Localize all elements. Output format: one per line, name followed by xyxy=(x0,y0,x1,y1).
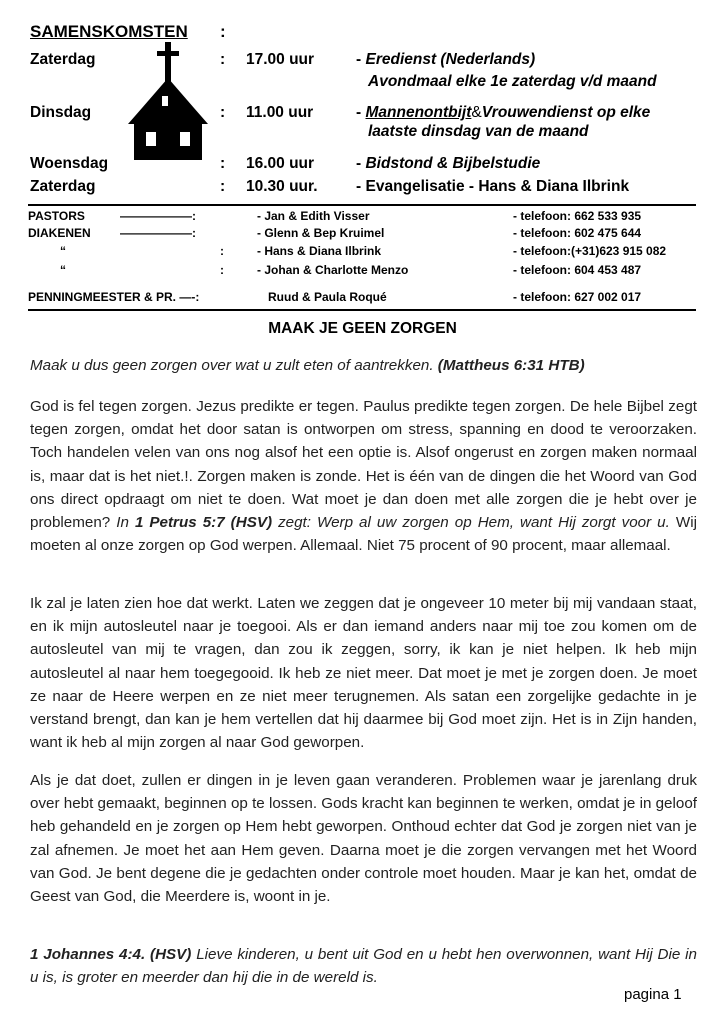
paragraph-text: Wij moeten al onze zorgen op God werpen. Allemaal. Niet 75 procent of 90 procent, maar allemaal. xyxy=(30,514,697,555)
schedule-time: 11.00 uur xyxy=(246,104,314,121)
contact-role: PENNINGMEESTER & PR. —-: xyxy=(28,290,200,304)
paragraph xyxy=(30,395,697,557)
schedule-dash: - xyxy=(356,178,362,195)
schedule-activity xyxy=(356,177,629,196)
contact-names: - Glenn & Bep Kruimel xyxy=(257,226,385,240)
schedule-day: Dinsdag xyxy=(30,104,92,121)
contact-names: - Hans & Diana Ilbrink xyxy=(257,244,382,258)
schedule-amp: & xyxy=(471,104,482,121)
contact-role: “ xyxy=(60,244,66,258)
schedule-colon: : xyxy=(220,51,226,68)
contact-names: Ruud & Paula Roqué xyxy=(268,290,387,304)
article-heading: MAAK JE GEEN ZORGEN xyxy=(268,320,457,337)
contact-phone: - telefoon: 604 453 487 xyxy=(513,263,642,277)
page-number: pagina 1 xyxy=(624,986,682,1003)
schedule-activity-text: Eredienst (Nederlands) xyxy=(365,51,536,68)
schedule-dash: - xyxy=(356,155,362,172)
scripture-reference: 1 Petrus 5:7 (HSV) xyxy=(134,514,273,532)
paragraph-text: In xyxy=(116,514,129,532)
contact-names: - Jan & Edith Visser xyxy=(257,209,370,223)
schedule-colon: : xyxy=(220,104,226,121)
contact-line: : xyxy=(220,263,224,277)
schedule-dash: - xyxy=(356,104,362,121)
schedule-day: Zaterdag xyxy=(30,178,96,195)
schedule-day: Woensdag xyxy=(30,155,109,172)
contact-role: PASTORS xyxy=(28,209,85,223)
paragraph-closing-verse xyxy=(30,943,697,989)
contact-phone: - telefoon: 662 533 935 xyxy=(513,209,642,223)
contact-role: DIAKENEN xyxy=(28,226,91,240)
scripture-quote: zegt: Werp al uw zorgen op Hem, want Hij zorgt voor u. xyxy=(278,514,670,532)
divider xyxy=(28,204,696,206)
contact-line: : xyxy=(220,244,224,258)
paragraph: Als je dat doet, zullen er dingen in je leven gaan veranderen. Problemen waar je jarenlang druk over hebt gemaakt, beginnen op te lossen. Gods kracht kan beginnen te werken, omdat je in geloof heb gehandeld en je zorgen op Hem hebt geworpen. Onthoud echter dat God je zorgen niet van je zal afnemen. Je moet het aan Hem geven. Daarna moet je die zorgen vervangen met het Woord van God. Je bent degene die je gedachten onder controle moet houden. Maar je kan het, omdat de Geest van God, die Meerdere is, woont in je. xyxy=(30,772,697,906)
contact-line: ——————: xyxy=(120,209,196,223)
schedule-time: 16.00 uur xyxy=(246,155,315,172)
schedule-day: Zaterdag xyxy=(30,51,96,68)
schedule-activity xyxy=(356,50,535,69)
contact-line: ——————: xyxy=(120,226,196,240)
schedule-activity-text: Bidstond & Bijbelstudie xyxy=(365,155,541,172)
schedule-colon: : xyxy=(220,155,226,172)
paragraph: Ik zal je laten zien hoe dat werkt. Laten we zeggen dat je ongeveer 10 meter bij mij vandaan staat, en ik mijn autosleutel naar je toegooi. Als er dan iemand anders naar mij toe zou komen om de autosleutel van mij te vragen, dan zou ik zeggen, sorry, ik kan je niet helpen. Ik heb mijn autosleutel al naar hem toegegooid. Ik heb ze niet meer. Dat moet je met je zorgen doen. Je moet ze naar de Heere werpen en ze niet meer terugnemen. Als satan een zorgelijke gedachte in je verstand brengt, dan kan je hem vertellen dat hij daarmee bij God moet zijn. Het is in Zijn handen, want ik heb al mijn zorgen al naar God geworpen. xyxy=(30,595,697,752)
contact-phone: - telefoon: 602 475 644 xyxy=(513,226,642,240)
schedule-time: 17.00 uur xyxy=(246,51,315,68)
schedule-title: SAMENSKOMSTEN xyxy=(30,22,188,41)
contact-role: “ xyxy=(60,263,66,277)
divider xyxy=(28,309,696,311)
schedule-time: 10.30 uur. xyxy=(246,178,318,195)
schedule-activity-text: Evangelisatie - Hans & Diana Ilbrink xyxy=(365,178,630,195)
schedule-activity-line2: Avondmaal elke 1e zaterdag v/d maand xyxy=(368,73,657,90)
schedule-activity-text: Mannenontbijt xyxy=(365,104,472,121)
schedule-activity-text: Vrouwendienst op elke xyxy=(481,104,651,121)
scripture-verse xyxy=(30,357,585,374)
contact-names: - Johan & Charlotte Menzo xyxy=(257,263,409,277)
scripture-quote: Lieve kinderen, u bent uit God en u hebt hen overwonnen, want Hij Die in u is, is groter en meerder dan hij die in de wereld is. xyxy=(30,946,697,987)
schedule-dash: - xyxy=(356,51,362,68)
schedule-title-colon: : xyxy=(220,22,226,41)
verse-text: Maak u dus geen zorgen over wat u zult eten of aantrekken. xyxy=(30,357,434,374)
paragraph-text: God is fel tegen zorgen. Jezus predikte er tegen. Paulus predikte tegen zorgen. De hele Bijbel zegt tegen zorgen, omdat het door satan is ontworpen om stress, spanning en dood te veroorzaken. Toch handelen velen van ons nog alsof het een optie is. Alsof ongerust en zorgen maken normaal is, maar dat is het niet.!. Zorgen maken is zonde. Het is één van de dingen die het Woord van God ons direct opdraagt om niet te doen. Wat moet je dan doen met alle zorgen die je hebt over je problemen? xyxy=(30,398,697,532)
contact-phone: - telefoon: 627 002 017 xyxy=(513,290,642,304)
schedule-activity xyxy=(356,103,650,122)
verse-reference: (Mattheus 6:31 HTB) xyxy=(437,357,585,374)
schedule-activity xyxy=(356,154,540,173)
scripture-reference: 1 Johannes 4:4. (HSV) xyxy=(30,946,192,963)
schedule-activity-line2: laatste dinsdag van de maand xyxy=(368,123,589,140)
church-icon xyxy=(128,42,208,160)
contact-phone: - telefoon:(+31)623 915 082 xyxy=(513,244,667,258)
schedule-colon: : xyxy=(220,178,226,195)
